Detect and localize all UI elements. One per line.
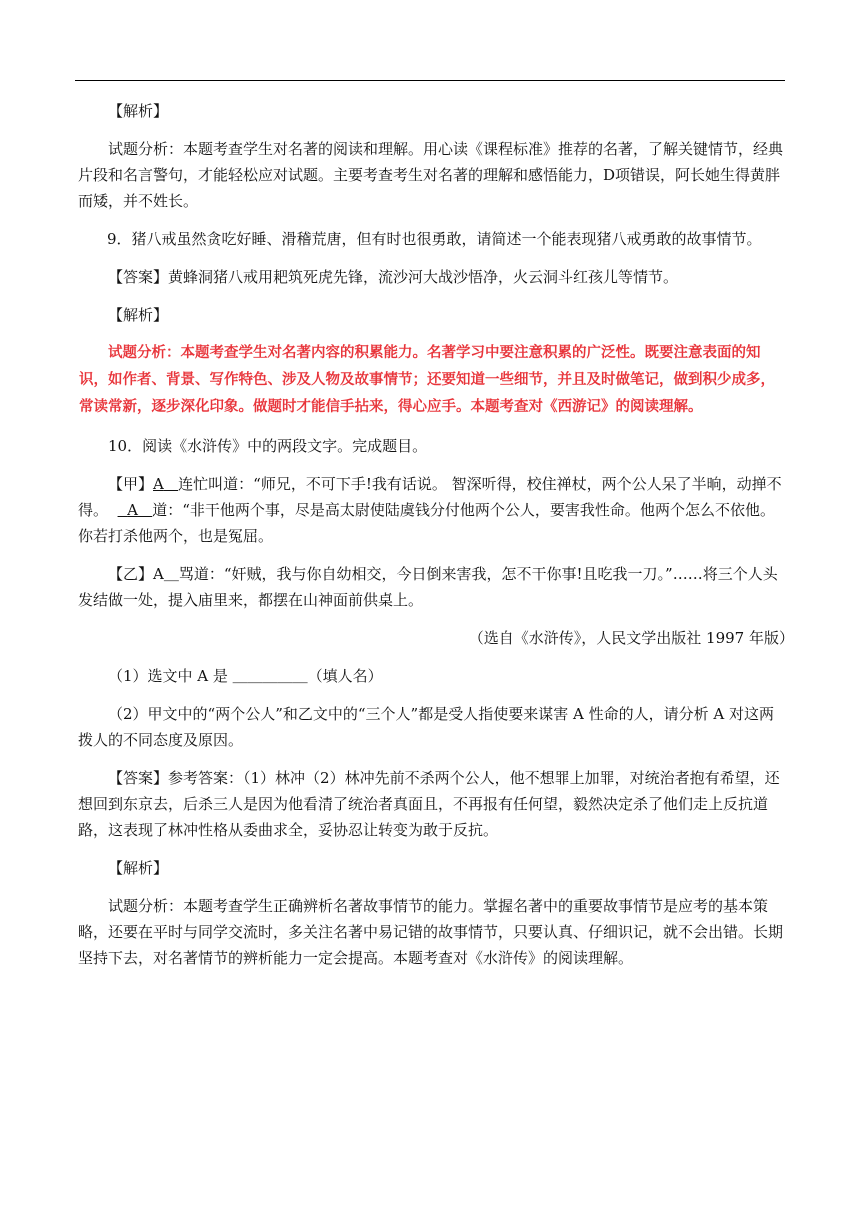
analysis-text-10: 试题分析：本题考查学生正确辨析名著故事情节的能力。掌握名著中的重要故事情节是应考的基本策略，还要在平时与同学交流时，多关注名著中易记错的故事情节，只要认真、仔细识记，就不会出错。长期坚持下去，对名著情节的辨析能力一定会提高。本题考查对《水浒传》的阅读理解。	[78, 897, 784, 967]
analysis-text-9-highlighted: 试题分析：本题考查学生对名著内容的积累能力。名著学习中要注意积累的广泛性。既要注意表面的知识，如作者、背景、写作特色、涉及人物及故事情节；还要知道一些细节，并且及时做笔记，做到积少成多，常读常新，逐步深化印象。做题时才能信手拈来，得心应手。本题考查对《西游记》的阅读理解。	[79, 345, 775, 415]
question-9: 9．猪八戒虽然贪吃好睡、滑稽荒唐，但有时也很勇敢，请简述一个能表现猪八戒勇敢的故事情节。	[107, 230, 762, 248]
subquestion-1: （1）选文中 A 是 ＿＿＿＿＿（填人名）	[108, 667, 383, 685]
subquestion-2: （2）甲文中的“两个公人”和乙文中的“三个人”都是受人指使要来谋害 A 性命的人，请分析 A 对这两拨人的不同态度及原因。	[78, 705, 774, 749]
question-10: 10．阅读《水浒传》中的两段文字。完成题目。	[108, 437, 428, 455]
passage-jia: 【甲】A 连忙叫道：“师兄，不可下手!我有话说。 智深听得，校住禅杖，两个公人呆了半晌，动掸不得。 A 道：“非干他两个事，尽是高太尉使陆虞钱分付他两个公人，要害我性命。他两个怎么不依他。你若打杀他两个，也是冤屈。	[78, 475, 782, 545]
analysis-text-1: 试题分析：本题考查学生对名著的阅读和理解。用心读《课程标准》推荐的名著，了解关键情节，经典片段和名言警句，才能轻松应对试题。主要考查考生对名著的理解和感悟能力，D项错误，阿长她生得黄胖而矮，并不姓长。	[78, 140, 784, 210]
answer-9: 【答案】黄蜂洞猪八戒用耙筑死虎先锋，流沙河大战沙悟净，火云洞斗红孩儿等情节。	[108, 268, 679, 286]
passage-yi: 【乙】A＿骂道：“奸贼，我与你自幼相交，今日倒来害我，怎不干你事!且吃我一刀。”……将三个人头发结做一处，提入庙里来，都摆在山神面前供桌上。	[78, 565, 778, 609]
answer-10: 【答案】参考答案：（1）林冲（2）林冲先前不杀两个公人，他不想罪上加罪，对统治者抱有希望，还想回到东京去，后杀三人是因为他看清了统治者真面且，不再报有任何望，毅然决定杀了他们走上反抗道路，这表现了林冲性格从委曲求全，妥协忍让转变为敢于反抗。	[78, 769, 780, 839]
header-rule	[75, 80, 785, 81]
document-body	[78, 98, 794, 971]
analysis-label-3: 【解析】	[108, 859, 169, 877]
source-citation: （选自《水浒传》，人民文学出版社 1997 年版）	[468, 629, 794, 647]
analysis-label-1: 【解析】	[108, 102, 169, 120]
analysis-label-2: 【解析】	[108, 306, 169, 324]
